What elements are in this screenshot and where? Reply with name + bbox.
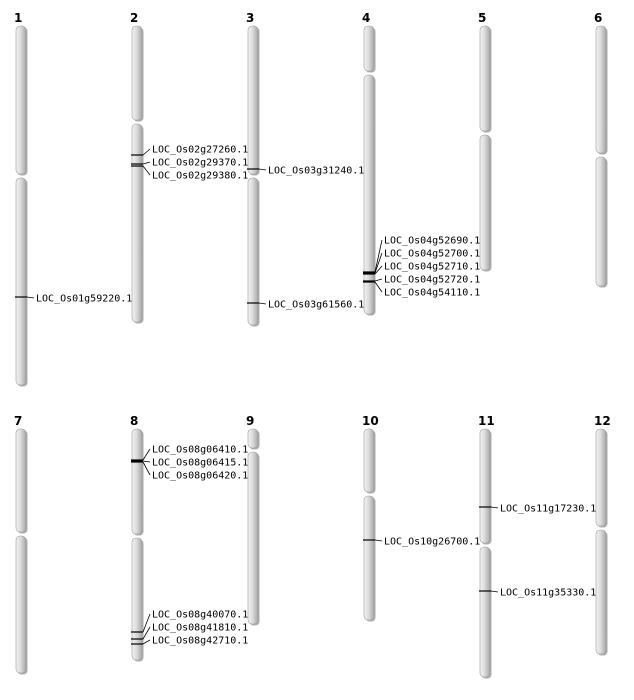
gene-label: LOC_Os04g52690.1 [384, 235, 481, 247]
gene-label: LOC_Os08g42710.1 [152, 635, 249, 647]
chromosome-long-arm [596, 530, 606, 654]
chromosome-long-arm [248, 452, 258, 624]
chromosome-5 [478, 11, 492, 272]
chromosome-number: 6 [594, 11, 603, 25]
gene-label: LOC_Os01g59220.1 [36, 293, 133, 305]
chromosome-long-arm [364, 75, 374, 314]
chromosome-number: 7 [14, 414, 23, 428]
gene-label: LOC_Os08g41810.1 [152, 622, 249, 634]
gene-label: LOC_Os03g61560.1 [268, 299, 365, 311]
chromosome-number: 3 [246, 11, 255, 25]
chromosome-number: 10 [362, 414, 379, 428]
chromosome-long-arm [16, 178, 26, 385]
chromosome-12 [594, 414, 611, 656]
chromosome-short-arm [16, 429, 26, 532]
chromosome-8 [130, 414, 248, 662]
chromosome-4 [362, 11, 480, 316]
gene-leader-line [143, 461, 150, 462]
gene-leader-line [259, 303, 266, 304]
chromosome-number: 11 [478, 414, 495, 428]
chromosome-number: 4 [362, 11, 371, 25]
gene-label: LOC_Os04g52710.1 [384, 261, 481, 273]
chromosome-short-arm [596, 26, 606, 153]
chromosome-long-arm [364, 496, 374, 620]
gene-leader-line [375, 540, 382, 541]
chromosome-short-arm [16, 26, 26, 174]
gene-label: LOC_Os04g52720.1 [384, 274, 481, 286]
gene-label: LOC_Os08g06410.1 [152, 444, 249, 456]
gene-label: LOC_Os02g29380.1 [152, 170, 249, 182]
chromosome-number: 2 [130, 11, 139, 25]
gene-leader-line [143, 449, 150, 460]
gene-label: LOC_Os08g40070.1 [152, 609, 249, 621]
gene-leader-line [27, 297, 34, 298]
chromosome-number: 9 [246, 414, 255, 428]
gene-label: LOC_Os03g31240.1 [268, 165, 365, 177]
gene-leader-line [143, 162, 150, 164]
chromosome-2 [130, 11, 248, 324]
chromosome-long-arm [132, 538, 142, 660]
chromosome-short-arm [480, 26, 490, 131]
chromosome-6 [594, 11, 608, 288]
gene-leader-line [143, 166, 150, 175]
chromosome-number: 1 [14, 11, 23, 25]
chromosome-11 [478, 414, 596, 679]
chromosome-short-arm [364, 429, 374, 492]
chromosome-short-arm [132, 26, 142, 120]
gene-leader-line [259, 169, 266, 170]
gene-leader-line [491, 591, 498, 592]
chromosome-1 [14, 11, 132, 387]
chromosome-number: 12 [594, 414, 611, 428]
chromosome-7 [14, 414, 28, 675]
chromosome-short-arm [248, 26, 258, 174]
gene-leader-line [143, 149, 150, 155]
gene-label: LOC_Os02g27260.1 [152, 144, 249, 156]
gene-label: LOC_Os10g26700.1 [384, 536, 481, 548]
gene-label: LOC_Os04g52700.1 [384, 248, 481, 260]
gene-label: LOC_Os08g06420.1 [152, 470, 249, 482]
gene-label: LOC_Os11g35330.1 [500, 587, 597, 599]
chromosome-long-arm [16, 536, 26, 673]
gene-label: LOC_Os02g29370.1 [152, 157, 249, 169]
chromosome-short-arm [480, 429, 490, 543]
gene-label: LOC_Os08g06415.1 [152, 457, 249, 469]
gene-leader-line [375, 279, 382, 281]
chromosome-number: 8 [130, 414, 139, 428]
gene-leader-line [143, 462, 150, 475]
chromosome-short-arm [132, 429, 142, 534]
chromosome-number: 5 [478, 11, 487, 25]
chromosome-long-arm [596, 157, 606, 286]
gene-leader-line [491, 507, 498, 508]
chromosome-3 [246, 11, 364, 327]
chromosome-long-arm [480, 547, 490, 677]
gene-leader-line [375, 282, 382, 292]
gene-leader-line [143, 640, 150, 644]
chromosome-long-arm [132, 124, 142, 322]
chromosome-10 [362, 414, 480, 622]
gene-label: LOC_Os11g17230.1 [500, 503, 597, 515]
chromosome-short-arm [596, 429, 606, 526]
chromosome-short-arm [364, 26, 374, 71]
gene-label: LOC_Os04g54110.1 [384, 287, 481, 299]
chromosome-long-arm [480, 135, 490, 270]
chromosome-short-arm [248, 429, 258, 448]
